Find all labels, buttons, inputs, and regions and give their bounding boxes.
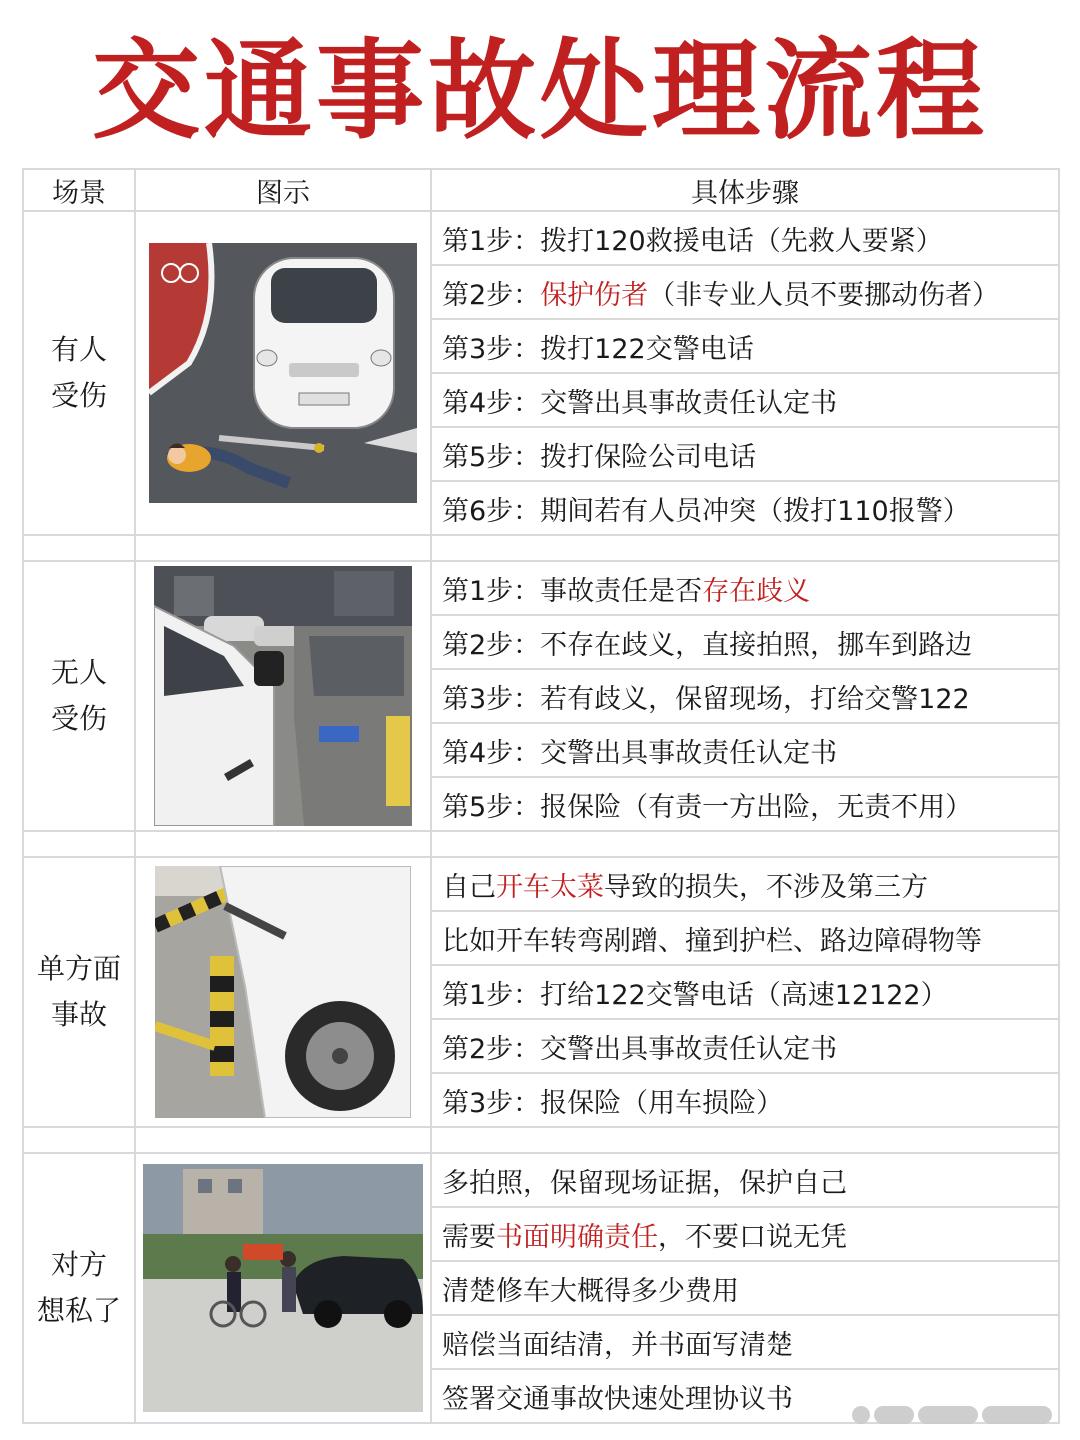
header-illustration: 图示 [135,169,431,211]
scene-label [23,211,135,535]
step-text [431,1261,1059,1315]
private-settlement-photo [143,1164,423,1412]
watermark-mark [852,1406,870,1424]
step-pre: 第2步：交警出具事故责任认定书 [442,1033,838,1065]
spacer-cell [431,1127,1059,1153]
step-pre: 第1步：事故责任是否 [442,575,703,607]
header-scene: 场景 [23,169,135,211]
illustration-cell [135,1153,431,1423]
step-text [431,911,1059,965]
spacer-cell [23,831,135,857]
injured-person-accident-image [149,243,417,503]
table-row [23,1153,1059,1207]
scene-line: 事故 [50,998,107,1031]
step-pre: 第1步：打给122交警电话（高速12122） [442,979,948,1011]
step-text [431,561,1059,615]
spacer-cell [135,1127,431,1153]
scene-line: 单方面 [36,952,121,985]
step-text [431,723,1059,777]
header-steps: 具体步骤 [431,169,1059,211]
illustration-cell [135,561,431,831]
step-text [431,965,1059,1019]
scene-label [23,1153,135,1423]
step-pre: 第5步：报保险（有责一方出险，无责不用） [442,791,973,823]
watermark [852,1404,1062,1426]
step-pre: 需要 [442,1221,496,1253]
spacer-cell [135,535,431,561]
spacer-row [23,535,1059,561]
step-text [431,1153,1059,1207]
step-pre: 比如开车转弯剐蹭、撞到护栏、路边障碍物等 [442,925,982,957]
step-post: 导致的损失，不涉及第三方 [604,871,928,903]
step-text [431,427,1059,481]
no-injury-collision-photo [154,566,412,826]
step-text [431,1073,1059,1127]
scene-line: 受伤 [50,702,107,735]
step-pre: 第5步：拨打保险公司电话 [442,441,757,473]
step-text [431,373,1059,427]
step-pre: 第6步：期间若有人员冲突（拨打110报警） [442,495,970,527]
step-highlight: 保护伤者 [540,279,649,311]
step-post: ，不要口说无凭 [658,1221,847,1253]
spacer-row [23,1127,1059,1153]
step-text [431,669,1059,723]
scene-line: 受伤 [50,379,107,412]
illustration-cell [135,857,431,1127]
spacer-cell [23,535,135,561]
step-text [431,481,1059,535]
table-row [23,561,1059,615]
step-pre: 第1步：拨打120救援电话（先救人要紧） [442,225,943,257]
scene-line: 无人 [50,656,107,689]
scene-label [23,857,135,1127]
step-pre: 清楚修车大概得多少费用 [442,1275,739,1307]
step-text [431,1019,1059,1073]
scene-line: 想私了 [36,1294,121,1327]
step-highlight: 书面明确责任 [496,1221,658,1253]
step-pre: 第3步：若有歧义，保留现场，打给交警122 [442,683,970,715]
step-text [431,319,1059,373]
step-text [431,857,1059,911]
step-pre: 第2步： [442,279,541,311]
step-post: （非专业人员不要挪动伤者） [648,279,1000,311]
spacer-row [23,831,1059,857]
table-header-row [23,169,1059,211]
step-highlight: 存在歧义 [702,575,811,607]
single-vehicle-accident-photo [155,866,411,1118]
watermark-mark [918,1406,978,1424]
procedure-table [22,168,1060,1424]
step-pre: 第3步：拨打122交警电话 [442,333,754,365]
scene-line: 有人 [50,333,107,366]
table-row [23,857,1059,911]
spacer-cell [23,1127,135,1153]
step-pre: 签署交通事故快速处理协议书 [442,1383,793,1415]
step-pre: 第2步：不存在歧义，直接拍照，挪车到路边 [442,629,973,661]
step-text [431,265,1059,319]
watermark-mark [874,1406,914,1424]
watermark-mark [982,1406,1052,1424]
step-pre: 自己 [442,871,496,903]
step-pre: 第3步：报保险（用车损险） [442,1087,784,1119]
step-text [431,1207,1059,1261]
table-row [23,211,1059,265]
step-text [431,211,1059,265]
scene-label [23,561,135,831]
page-title: 交通事故处理流程 [91,29,988,154]
step-text [431,1315,1059,1369]
step-text [431,615,1059,669]
spacer-cell [431,831,1059,857]
step-text [431,777,1059,831]
step-pre: 第4步：交警出具事故责任认定书 [442,387,838,419]
spacer-cell [431,535,1059,561]
step-pre: 多拍照，保留现场证据，保护自己 [442,1167,847,1199]
illustration-cell [135,211,431,535]
step-pre: 第4步：交警出具事故责任认定书 [442,737,838,769]
step-highlight: 开车太菜 [496,871,604,903]
spacer-cell [135,831,431,857]
scene-line: 对方 [50,1248,107,1281]
step-pre: 赔偿当面结清，并书面写清楚 [442,1329,793,1361]
